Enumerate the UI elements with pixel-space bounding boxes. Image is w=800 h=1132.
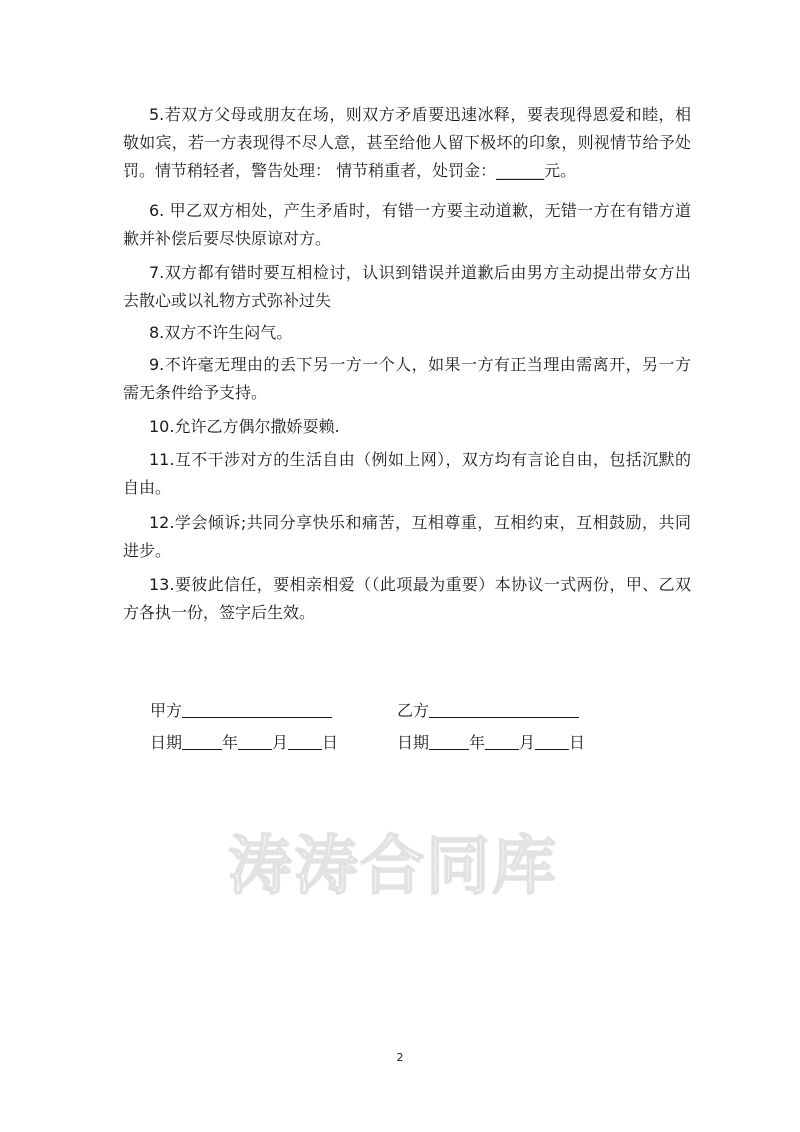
party-b-signature-line xyxy=(429,701,579,718)
party-b-date xyxy=(397,731,585,755)
month-label: 月 xyxy=(272,733,289,752)
clause-12: 12.学会倾诉;共同分享快乐和痛苦，互相尊重，互相约束，互相鼓励，共同进步。 xyxy=(123,513,691,560)
party-b-label: 乙方 xyxy=(397,701,430,720)
clause-5: 5.若双方父母或朋友在场，则双方矛盾要迅速冰释，要表现得恩爱和睦，相敬如宾，若一方表现得不尽人意，甚至给他人留下极坏的印象，则视情节给予处罚。情节稍轻者，警告处理： 情节稍重者，处罚金：______元。 xyxy=(123,105,691,180)
month-label: 月 xyxy=(519,733,536,752)
year-label: 年 xyxy=(222,733,239,752)
clause-11: 11.互不干涉对方的生活自由（例如上网），双方均有言论自由，包括沉默的自由。 xyxy=(123,450,691,497)
clause-8: 8.双方不许生闷气。 xyxy=(149,323,293,342)
party-a-date xyxy=(150,731,338,755)
year-line xyxy=(182,733,222,750)
year-line xyxy=(429,733,469,750)
day-line xyxy=(288,733,322,750)
year-label: 年 xyxy=(469,733,486,752)
day-label: 日 xyxy=(569,733,586,752)
clause-9: 9.不许毫无理由的丢下另一方一个人，如果一方有正当理由需离开，另一方需无条件给予支持。 xyxy=(123,355,691,402)
month-line xyxy=(485,733,519,750)
clause-6: 6. 甲乙双方相处，产生矛盾时，有错一方要主动道歉，无错一方在有错方道歉并补偿后要尽快原谅对方。 xyxy=(123,201,691,248)
date-label: 日期 xyxy=(150,733,183,752)
month-line xyxy=(238,733,272,750)
clause-13: 13.要彼此信任，要相亲相爱（（此项最为重要）本协议一式两份，甲、乙双方各执一份，签字后生效。 xyxy=(123,575,691,622)
party-a-signature-line xyxy=(182,701,332,718)
watermark: 涛涛合同库 xyxy=(228,830,558,904)
date-label: 日期 xyxy=(397,733,430,752)
party-b-signature xyxy=(397,699,579,723)
page-number: 2 xyxy=(396,1051,404,1064)
party-a-signature xyxy=(150,699,332,723)
day-line xyxy=(535,733,569,750)
clause-10: 10.允许乙方偶尔撒娇耍赖. xyxy=(149,417,340,436)
party-a-label: 甲方 xyxy=(150,701,183,720)
day-label: 日 xyxy=(322,733,339,752)
clause-7: 7.双方都有错时要互相检讨，认识到错误并道歉后由男方主动提出带女方出去散心或以礼物方式弥补过失 xyxy=(123,263,691,310)
